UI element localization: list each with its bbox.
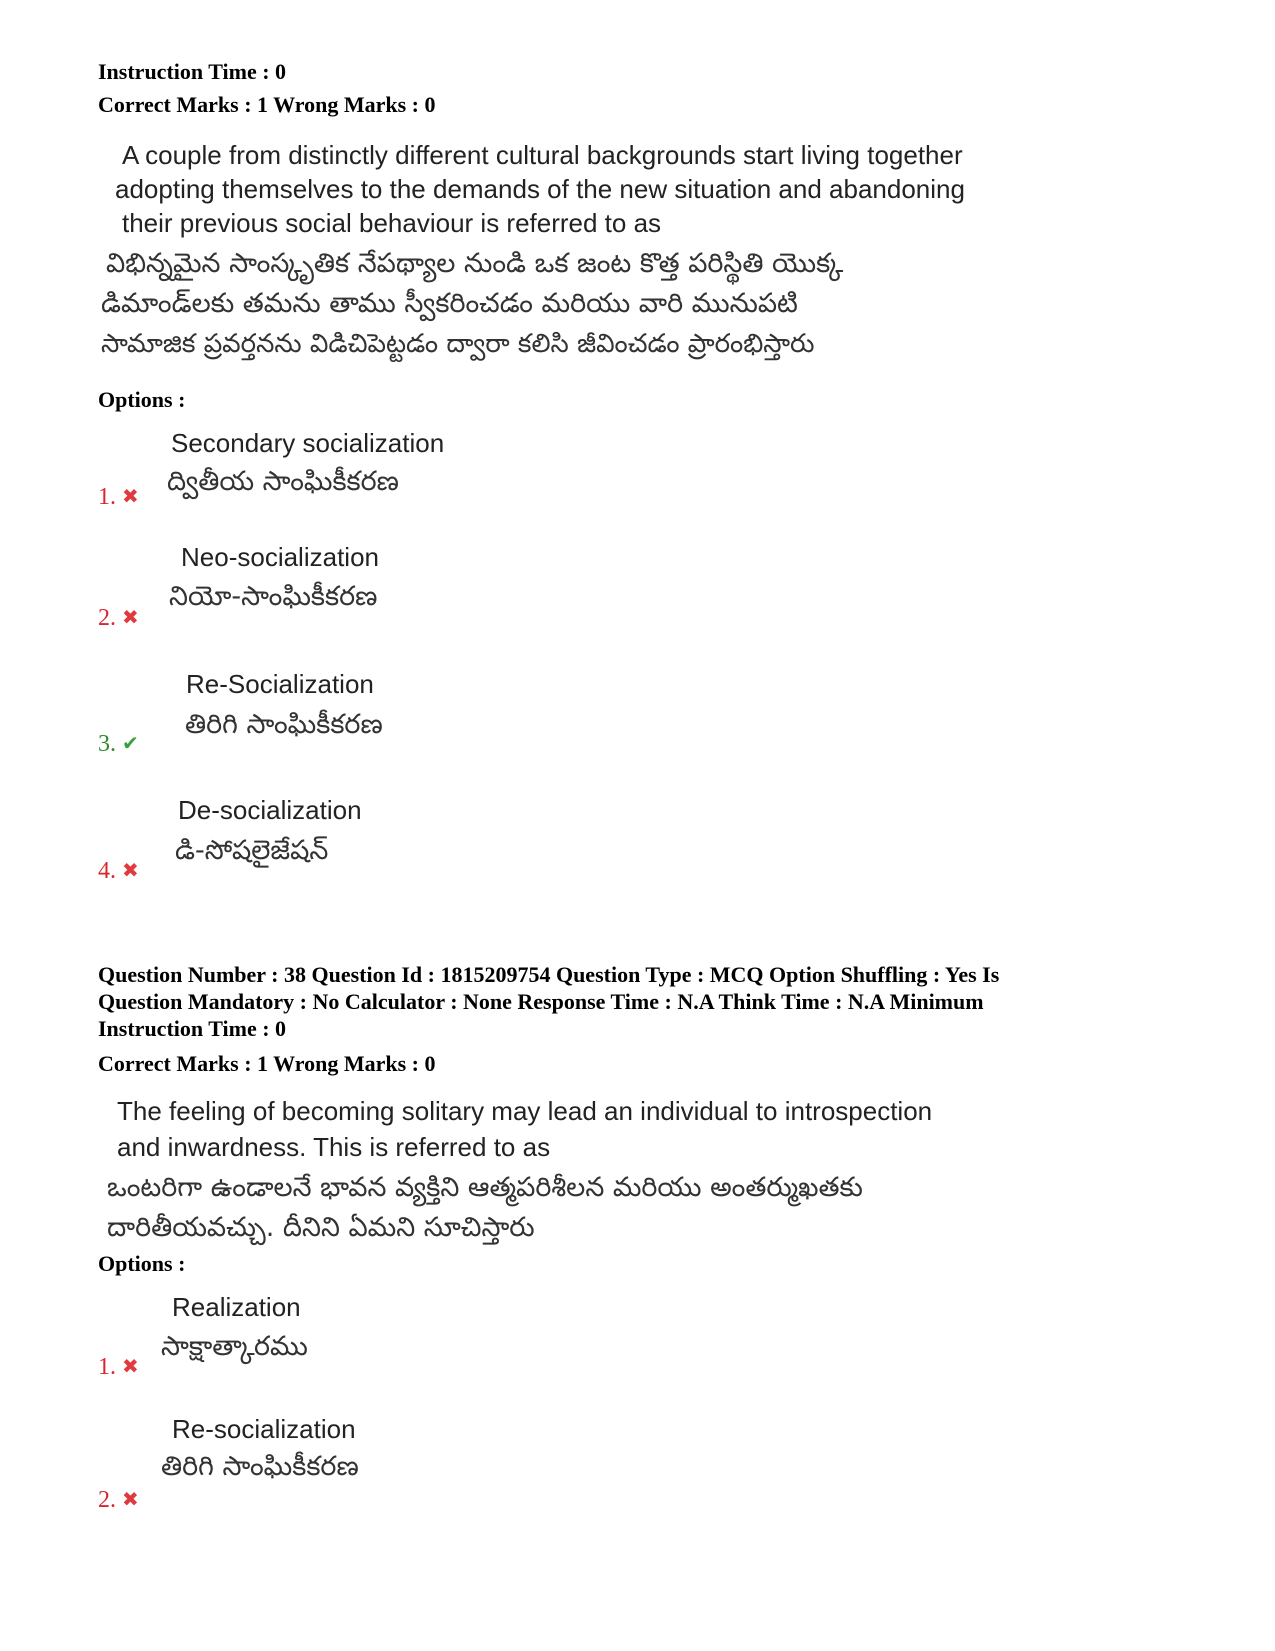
wrong-mark-icon: ✖ <box>122 1489 139 1511</box>
option-number: 2. ✖ <box>98 1487 139 1513</box>
option-text-te: నియో-సాంఘికీకరణ <box>169 581 378 612</box>
option-text-en: Realization <box>172 1292 301 1322</box>
option-number: 1. ✖ <box>98 484 139 510</box>
question-text-te: ఒంటరిగా ఉండాలనే భావన వ్యక్తిని ఆత్మపరిశీలన మరియు అంతర్ముఖతకు <box>107 1172 863 1203</box>
wrong-mark-icon: ✖ <box>122 1356 139 1378</box>
question-text-en: and inwardness. This is referred to as <box>117 1132 551 1162</box>
question-text-te: దారితీయవచ్చు. దీనిని ఏమని సూచిస్తారు <box>107 1212 535 1243</box>
option-number: 2. ✖ <box>98 605 139 631</box>
question-text-en: A couple from distinctly different cultural backgrounds start living together <box>122 140 963 170</box>
question-meta: Question Number : 38 Question Id : 1815209754 Question Type : MCQ Option Shuffling : Yes Is <box>98 962 1000 987</box>
question-meta: Question Mandatory : No Calculator : None Response Time : N.A Think Time : N.A Minimum <box>98 989 984 1014</box>
wrong-mark-icon: ✖ <box>122 486 139 508</box>
marks-info: Correct Marks : 1 Wrong Marks : 0 <box>98 1051 436 1076</box>
options-label: Options : <box>98 1251 186 1276</box>
instruction-time: Instruction Time : 0 <box>98 59 287 84</box>
question-text-en: their previous social behaviour is referred to as <box>122 208 662 238</box>
option-text-en: Secondary socialization <box>171 428 445 458</box>
correct-check-icon: ✔ <box>122 733 139 755</box>
option-number: 3. ✔ <box>98 731 139 757</box>
marks-info: Correct Marks : 1 Wrong Marks : 0 <box>98 92 436 117</box>
question-text-te: డిమాండ్‌లకు తమను తాము స్వీకరించడం మరియు వారి మునుపటి <box>101 288 798 319</box>
instruction-time: Instruction Time : 0 <box>98 1016 287 1041</box>
option-text-te: డి-సోషలైజేషన్ <box>175 835 329 866</box>
option-text-en: Neo-socialization <box>181 542 379 572</box>
option-text-en: De-socialization <box>178 795 362 825</box>
option-text-en: Re-socialization <box>172 1414 356 1444</box>
question-text-te: సామాజిక ప్రవర్తనను విడిచిపెట్టడం ద్వారా కలిసి జీవించడం ప్రారంభిస్తారు <box>101 329 815 359</box>
option-text-en: Re-Socialization <box>186 669 374 699</box>
option-number: 1. ✖ <box>98 1354 139 1380</box>
option-text-te: తిరిగి సాంఘికీకరణ <box>161 1451 359 1482</box>
question-text-te: విభిన్నమైన సాంస్కృతిక నేపథ్యాల నుండి ఒక జంట కొత్త పరిస్థితి యొక్క <box>106 248 844 279</box>
option-text-te: సాక్షాత్కారము <box>161 1331 308 1362</box>
wrong-mark-icon: ✖ <box>122 860 139 882</box>
question-text-en: The feeling of becoming solitary may lead an individual to introspection <box>117 1096 933 1126</box>
option-number: 4. ✖ <box>98 858 139 884</box>
question-text-en: adopting themselves to the demands of the new situation and abandoning <box>115 174 965 204</box>
option-text-te: ద్వితీయ సాంఘికీకరణ <box>167 466 399 497</box>
option-text-te: తిరిగి సాంఘికీకరణ <box>185 709 383 740</box>
wrong-mark-icon: ✖ <box>122 607 139 629</box>
options-label: Options : <box>98 387 186 412</box>
